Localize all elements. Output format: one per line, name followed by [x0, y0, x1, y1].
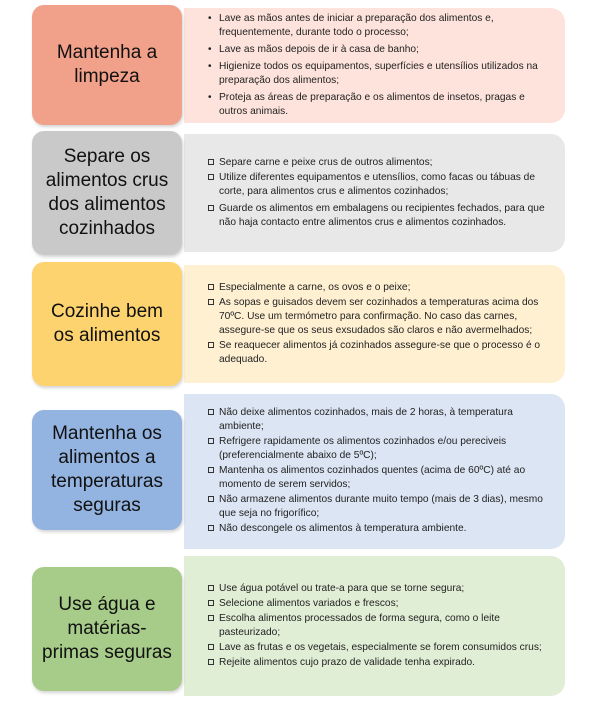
row-5-item-list	[208, 582, 551, 671]
row-5-item: Use água potável ou trate-a para que se torne segura;	[208, 582, 551, 596]
row-3-item: As sopas e guisados devem ser cozinhados a temperaturas acima dos 70ºC. Use um termómetro para confirmação. No caso das carnes, assegure-se que os seus exsudados são claros e não avermelhados;	[208, 296, 551, 338]
row-5-item: Rejeite alimentos cujo prazo de validade tenha expirado.	[208, 656, 551, 670]
row-4-item-list	[208, 406, 551, 537]
row-4-title: Mantenha os alimentos a temperaturas seguras	[51, 423, 163, 516]
row-1-title-box	[32, 5, 182, 125]
row-2-title: Separe os alimentos crus dos alimentos cozinhados	[45, 146, 169, 239]
row-5-title-box	[32, 567, 182, 691]
row-2-item: Separe carne e peixe crus de outros alimentos;	[208, 156, 551, 170]
row-4-detail-box	[184, 394, 565, 549]
row-5-item: Escolha alimentos processados de forma segura, como o leite pasteurizado;	[208, 612, 551, 640]
row-5-item: Lave as frutas e os vegetais, especialmente se forem consumidos crus;	[208, 641, 551, 655]
row-4-title-box	[32, 410, 182, 530]
row-3-item-list	[208, 281, 551, 368]
row-2-detail-box	[184, 134, 565, 252]
row-2-item: Utilize diferentes equipamentos e utensílios, como facas ou tábuas de corte, para alimentos crus e alimentos cozinhados;	[208, 171, 551, 199]
row-5-title: Use água e matérias-primas seguras	[42, 594, 172, 663]
row-1-item: • Lave as mãos antes de iniciar a preparação dos alimentos e, frequentemente, durante todo o processo;	[208, 12, 551, 40]
row-4-item: Refrigere rapidamente os alimentos cozinhados e/ou pereciveis (preferencialmente abaixo de 5ºC);	[208, 435, 551, 463]
row-3-item: Especialmente a carne, os ovos e o peixe;	[208, 281, 551, 295]
row-1-item: • Lave as mãos depois de ir à casa de banho;	[208, 43, 551, 57]
row-1-item: • Higienize todos os equipamentos, superfícies e utensílios utilizados na preparação dos alimentos;	[208, 60, 551, 88]
row-2-item-list	[208, 156, 551, 231]
row-2-item: Guarde os alimentos em embalagens ou recipientes fechados, para que não haja contacto entre alimentos crus e alimentos cozinhados.	[208, 202, 551, 230]
row-3-title: Cozinhe bem os alimentos	[51, 301, 163, 346]
row-3-title-box	[32, 262, 182, 386]
row-1-title: Mantenha a limpeza	[56, 42, 158, 87]
row-1-item: • Proteja as áreas de preparação e os alimentos de insetos, pragas e outros animais.	[208, 91, 551, 119]
row-3-item: Se reaquecer alimentos já cozinhados assegure-se que o processo é o adequado.	[208, 339, 551, 367]
row-5-detail-box	[184, 556, 565, 696]
row-2-title-box	[32, 131, 182, 255]
row-1-item-list	[208, 12, 551, 120]
row-4-item: Não descongele os alimentos à temperatura ambiente.	[208, 522, 551, 536]
row-4-item: Não armazene alimentos durante muito tempo (mais de 3 dias), mesmo que seja no frigorífico;	[208, 493, 551, 521]
row-4-item: Não deixe alimentos cozinhados, mais de 2 horas, à temperatura ambiente;	[208, 406, 551, 434]
row-3-detail-box	[184, 265, 565, 383]
row-5-item: Selecione alimentos variados e frescos;	[208, 597, 551, 611]
row-4-item: Mantenha os alimentos cozinhados quentes (acima de 60ºC) até ao momento de serem servidos;	[208, 464, 551, 492]
row-1-detail-box	[184, 8, 565, 123]
